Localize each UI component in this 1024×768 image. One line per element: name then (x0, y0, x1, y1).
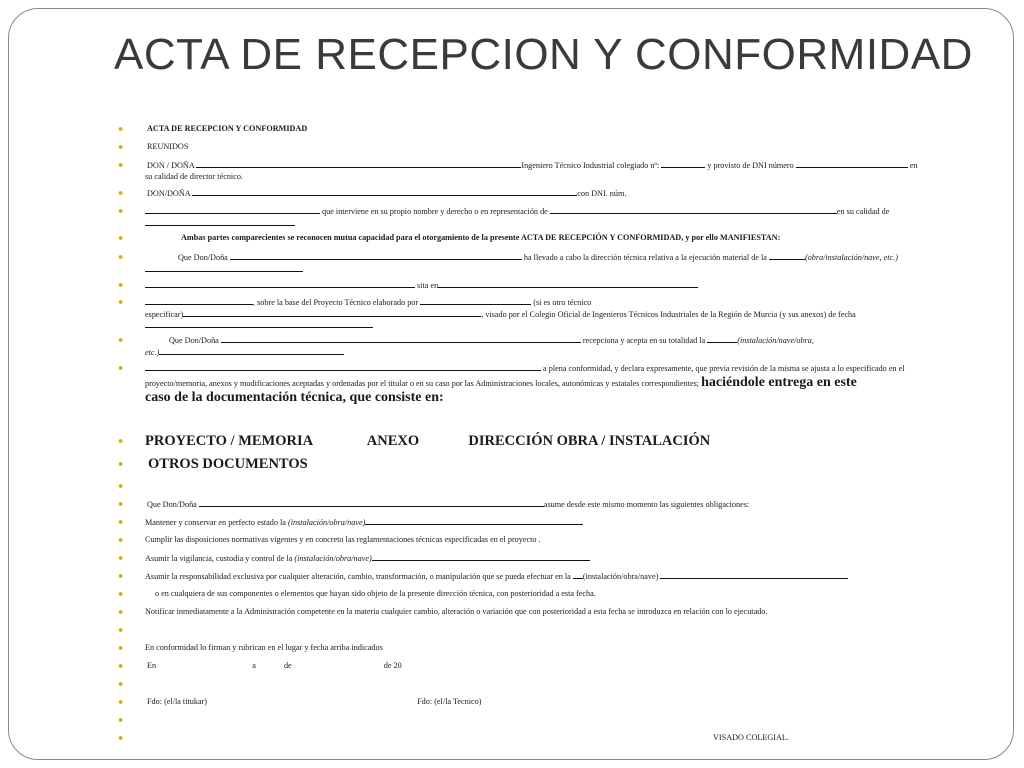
bullet-icon: ● (118, 642, 124, 653)
bullet-icon: ● (118, 570, 124, 581)
project-paragraph: , sobre la base del Proyecto Técnico elaborado por (si es otro técnico especificar) , visado por el Colegio Oficial de Ingenieros Técnicos Industriales de la Región de Murcia (y sus anexos) de fecha (145, 297, 965, 332)
bullet-icon: ● (118, 498, 124, 509)
location-paragraph: sita en (145, 280, 965, 292)
bullet-icon: ● (118, 732, 124, 743)
bullet-icon: ● (118, 534, 124, 545)
bullet-icon: ● (118, 480, 124, 491)
option-anexo: ANEXO (366, 433, 420, 449)
bullet-icon: ● (118, 696, 124, 707)
obligation-notify: Notificar inmediatamente a la Administración competente en la materia cualquier cambio, alteración o variación que con posterioridad a esta fecha se introduzca en relación con lo ejecutado. (145, 607, 768, 616)
visado-colegial: VISADO COLEGIAL. (713, 733, 789, 742)
bullet-icon: ● (118, 334, 124, 345)
documents-options-row (145, 433, 965, 449)
bullet-icon: ● (118, 552, 124, 563)
bullet-icon: ● (118, 588, 124, 599)
signature-holder: Fdo: (el/la titukar) (147, 697, 208, 706)
bullet-icon: ● (118, 296, 124, 307)
bullet-icon: ● (118, 187, 124, 198)
signing-statement: En conformidad lo firman y rubrican en el lugar y fecha arriba indicados (145, 643, 383, 652)
reception-paragraph: Que Don/Doña recepciona y acepta en su totalidad la (instalación/nave/obra, etc.) (145, 336, 814, 357)
bullet-icon: ● (118, 606, 124, 617)
bullet-icon: ● (118, 232, 124, 243)
bullet-icon: ● (118, 660, 124, 671)
obligation-components: o en cualquiera de sus componentes o elementos que hayan sido objeto de la presente dirección técnica, con posterioridad a esta fecha. (155, 589, 596, 598)
bullet-icon: ● (118, 159, 124, 170)
slide-title: ACTA DE RECEPCION Y CONFORMIDAD (114, 30, 973, 79)
option-direccion-obra: DIRECCIÓN OBRA / INSTALACIÓN (468, 433, 711, 449)
bullet-icon: ● (118, 205, 124, 216)
reunidos-heading: REUNIDOS (147, 142, 189, 151)
bullet-icon: ● (118, 678, 124, 689)
bullet-icon: ● (118, 516, 124, 527)
direction-paragraph: Que Don/Doña ha llevado a cabo la dirección técnica relativa a la ejecución material de la (obra/instalación/nave, etc.) (145, 252, 965, 275)
owner-paragraph: DON/DOÑA con DNI. núm. (147, 189, 627, 198)
obligations-intro: Que Don/Doña asume desde este mismo momento las siguientes obligaciones: (147, 500, 750, 509)
director-paragraph: DON / DOÑA Ingeniero Técnico Industrial colegiado nº: y provisto de DNI número en su calidad de director técnico. (145, 161, 918, 181)
bullet-icon: ● (118, 123, 124, 134)
obligation-maintain: Mantener y conservar en perfecto estado la (instalación/obra/nave) (145, 517, 965, 529)
obligation-comply: Cumplir las disposiciones normativas vigentes y en concreto las reglamentaciones técnicas especificadas en el proyecto . (145, 535, 541, 544)
bullet-icon: ● (118, 435, 124, 446)
option-otros-documentos: OTROS DOCUMENTOS (148, 456, 308, 472)
bullet-icon: ● (118, 279, 124, 290)
place-date-row: En a de de 20 (147, 661, 402, 670)
manifest-paragraph: Ambas partes comparecientes se reconocen mutua capacidad para el otorgamiento de la presente ACTA DE RECEPCIÓN Y CONFORMIDAD, y por ello MANIFIESTAN: (181, 233, 781, 242)
signature-row (145, 697, 965, 708)
option-proyecto-memoria: PROYECTO / MEMORIA (145, 433, 313, 449)
obligation-responsibility: Asumir la responsabilidad exclusiva por cualquier alteración, cambio, transformación, o manipulación que se pueda efectuar en la (instalación/obra/nave) (145, 571, 965, 583)
representation-paragraph: que interviene en su propio nombre y derecho o en representación de en su calidad de (145, 206, 965, 229)
signature-technician: Fdo: (el/la Tecnico) (417, 697, 482, 706)
bullet-icon: ● (118, 251, 124, 262)
bullet-icon: ● (118, 362, 124, 373)
bullet-icon: ● (118, 458, 124, 469)
bullet-icon: ● (118, 714, 124, 725)
doc-heading: ACTA DE RECEPCION Y CONFORMIDAD (147, 124, 308, 133)
obligation-custody: Asumir la vigilancia, custodia y control de la (instalación/obra/nave) (145, 553, 965, 565)
conformity-paragraph: a plena conformidad, y declara expresamente, que previa revisión de la misma se ajusta a lo especificado en el proyecto/memoria, anexos y modificaciones aceptadas y ordenadas por el titular o en su caso por las Administraciones locales, autonómicas y estatales correspondientes; haciéndole entrega en este caso de la documentación técnica, que consiste en: (145, 364, 905, 405)
bullet-icon: ● (118, 141, 124, 152)
bullet-icon: ● (118, 624, 124, 635)
